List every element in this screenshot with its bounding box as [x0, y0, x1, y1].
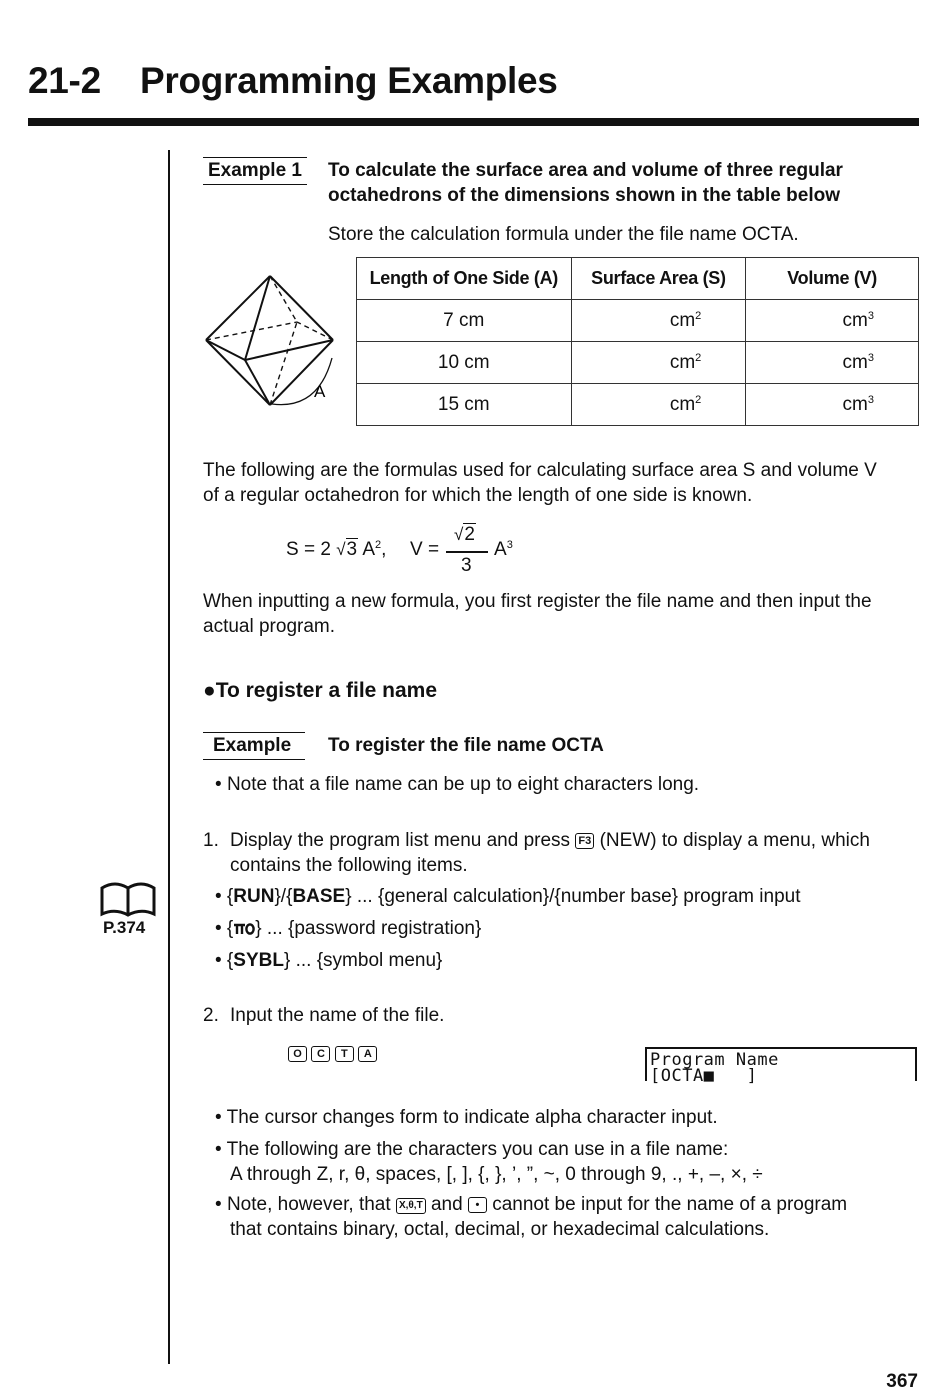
- header-surface-area: Surface Area (S): [571, 258, 746, 300]
- cell-length: 15 cm: [357, 384, 572, 426]
- list-item: • The cursor changes form to indicate alpha character input.: [215, 1107, 718, 1128]
- table-row: [357, 300, 919, 342]
- formulas-intro: [203, 458, 877, 508]
- table-header-row: [357, 258, 919, 300]
- header-length: Length of One Side (A): [357, 258, 572, 300]
- margin-rule: [168, 150, 170, 1364]
- page-number: 367: [886, 1371, 918, 1392]
- list-item: • {SYBL} ... {symbol menu}: [215, 950, 443, 971]
- cell-volume-unit: $cm^3$: [746, 384, 919, 426]
- cell-length: 10 cm: [357, 342, 572, 384]
- octahedron-figure: [200, 270, 342, 412]
- section-title: Programming Examples: [140, 60, 558, 101]
- formulas-intro-line2: of a regular octahedron for which the length of one side is known.: [203, 485, 753, 506]
- x-theta-t-key-icon: X,θ,T: [396, 1198, 426, 1214]
- section-number: 21-2: [28, 60, 101, 101]
- list-item: • The following are the characters you can use in a file name: A through Z, r, θ, spaces, [, ], {, }, ’, ”, ~, 0 through 9, ., +, –, ×, ÷: [215, 1139, 763, 1185]
- formula-v-var: $A^3$: [494, 539, 513, 560]
- cell-length: 7 cm: [357, 300, 572, 342]
- dot-key-icon: •: [468, 1197, 487, 1213]
- example1-title-line1: To calculate the surface area and volume of three regular: [328, 160, 843, 181]
- list-item: • Note that a file name can be up to eight characters long.: [215, 774, 700, 795]
- formula-s: S = 2 √3 $A^2$,: [286, 539, 387, 560]
- formula-v-denominator: 3: [461, 555, 472, 576]
- list-item: • { } ... {password registration}: [215, 918, 482, 939]
- section-heading: ●To register a file name: [203, 679, 438, 702]
- example1-label: Example 1: [203, 157, 307, 185]
- cell-area-unit: $cm^2$: [571, 300, 746, 342]
- example-title: To register the file name OCTA: [328, 735, 604, 756]
- cell-area-unit: $cm^2$: [571, 384, 746, 426]
- list-item: • {RUN}/{BASE} ... {general calculation}/{number base} program input: [215, 886, 801, 907]
- step-number: 1.: [203, 830, 219, 851]
- lcd-line2: [OCTA■ ]: [650, 1066, 758, 1086]
- table-row: [357, 384, 919, 426]
- lcd-line1: Program Name: [650, 1050, 779, 1070]
- fraction-bar: [446, 551, 488, 553]
- new-formula-note-line1: When inputting a new formula, you first register the file name and then input the: [203, 591, 872, 612]
- o-key-icon: O: [288, 1046, 307, 1062]
- example-label: Example: [203, 732, 305, 760]
- table-row: [357, 342, 919, 384]
- a-key-icon: A: [358, 1046, 377, 1062]
- formula-v-prefix: V =: [410, 539, 440, 560]
- formula: [286, 524, 546, 580]
- step-number: 2.: [203, 1005, 219, 1026]
- c-key-icon: C: [311, 1046, 330, 1062]
- cell-area-unit: $cm^2$: [571, 342, 746, 384]
- list-item: • Note, however, that X,θ,T and • cannot be input for the name of a program that contains binary, octal, decimal, or hexadecimal calculations.: [215, 1194, 848, 1240]
- step1-text: Display the program list menu and press F3 (NEW) to display a menu, which contains the following items.: [230, 830, 870, 876]
- step2-text: Input the name of the file.: [230, 1005, 445, 1026]
- new-formula-note-line2: actual program.: [203, 616, 336, 637]
- example1-title: [328, 158, 918, 208]
- dimensions-table: [356, 257, 919, 426]
- cell-volume-unit: $cm^3$: [746, 342, 919, 384]
- key-sequence: [288, 1046, 377, 1064]
- vertex-label-a: A: [314, 382, 326, 401]
- page-reference-label: P.374: [103, 918, 146, 937]
- calculator-display: [645, 1047, 917, 1086]
- t-key-icon: T: [335, 1046, 354, 1062]
- page-title: [28, 60, 558, 102]
- header-volume: Volume (V): [746, 258, 919, 300]
- formula-v-numerator: √2: [454, 524, 475, 545]
- title-rule: [28, 118, 919, 126]
- example1-title-line2: octahedrons of the dimensions shown in the table below: [328, 185, 840, 206]
- new-formula-note: [203, 589, 872, 639]
- cell-volume-unit: $cm^3$: [746, 300, 919, 342]
- store-note: Store the calculation formula under the file name OCTA.: [328, 224, 799, 245]
- formulas-intro-line1: The following are the formulas used for calculating surface area S and volume V: [203, 460, 877, 481]
- password-key-icon: [233, 921, 255, 935]
- manual-reference-icon: [99, 882, 157, 918]
- f3-key-icon: F3: [575, 833, 594, 849]
